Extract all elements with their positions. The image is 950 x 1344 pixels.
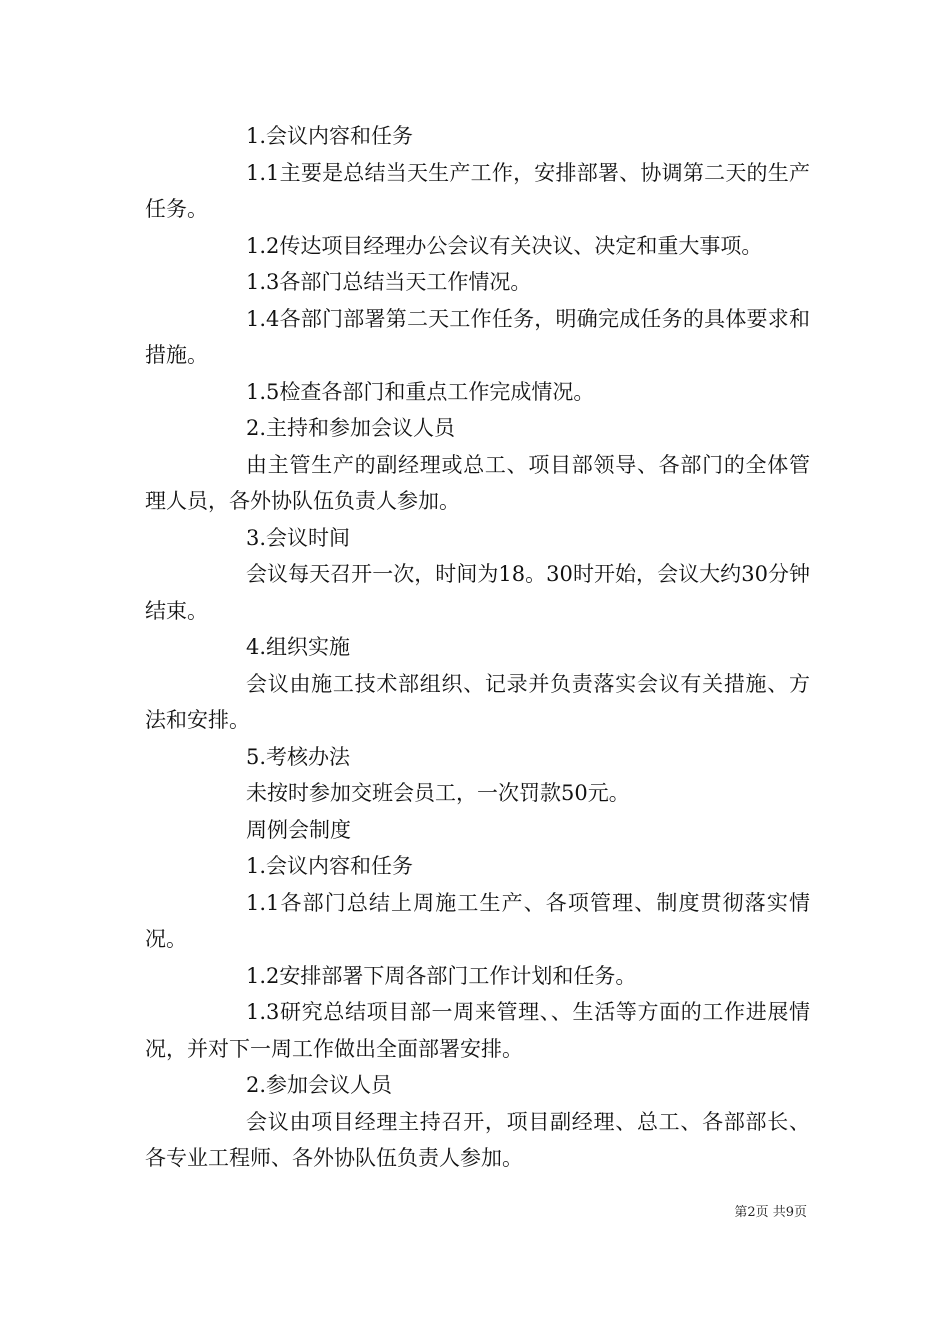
document-body — [145, 118, 810, 1177]
paragraph: 1.1主要是总结当天生产工作，安排部署、协调第二天的生产任务。 — [145, 160, 810, 221]
section-heading: 3.会议时间 — [246, 525, 351, 550]
paragraph: 1.会议内容和任务 — [246, 124, 414, 148]
section-heading: 1.会议内容和任务 — [246, 854, 414, 878]
document-section-title: 周例会制度 — [246, 817, 351, 842]
paragraph: 由主管生产的副经理或总工、项目部领导、各部门的全体管理人员，各外协队伍负责人参加。 — [145, 452, 810, 513]
paragraph: 1.2安排部署下周各部门工作计划和任务。 — [246, 963, 637, 988]
paragraph: 1.1各部门总结上周施工生产、各项管理、制度贯彻落实情况。 — [145, 890, 810, 951]
page-number: 第2页 共9页 — [734, 1205, 807, 1220]
paragraph: 未按时参加交班会员工，一次罚款50元。 — [246, 781, 630, 805]
section-heading: 2.主持和参加会议人员 — [246, 416, 456, 440]
paragraph: 1.3研究总结项目部一周来管理、、生活等方面的工作进展情况，并对下一周工作做出全面部署安排。 — [145, 1000, 810, 1061]
section-heading: 4.组织实施 — [246, 635, 351, 659]
paragraph: 会议由项目经理主持召开，项目副经理、总工、各部部长、各专业工程师、各外协队伍负责人参加。 — [145, 1109, 810, 1170]
section-heading: 2.参加会议人员 — [246, 1073, 393, 1097]
section-heading: 5.考核办法 — [246, 744, 351, 769]
paragraph: 会议每天召开一次，时间为18。30时开始，会议大约30分钟结束。 — [145, 562, 810, 623]
paragraph: 1.4各部门部署第二天工作任务，明确完成任务的具体要求和措施。 — [145, 306, 810, 367]
paragraph: 1.5检查各部门和重点工作完成情况。 — [246, 379, 595, 404]
paragraph: 会议由施工技术部组织、记录并负责落实会议有关措施、方法和安排。 — [145, 671, 810, 732]
paragraph: 1.2传达项目经理办公会议有关决议、决定和重大事项。 — [246, 233, 763, 258]
paragraph: 1.3各部门总结当天工作情况。 — [246, 270, 532, 294]
